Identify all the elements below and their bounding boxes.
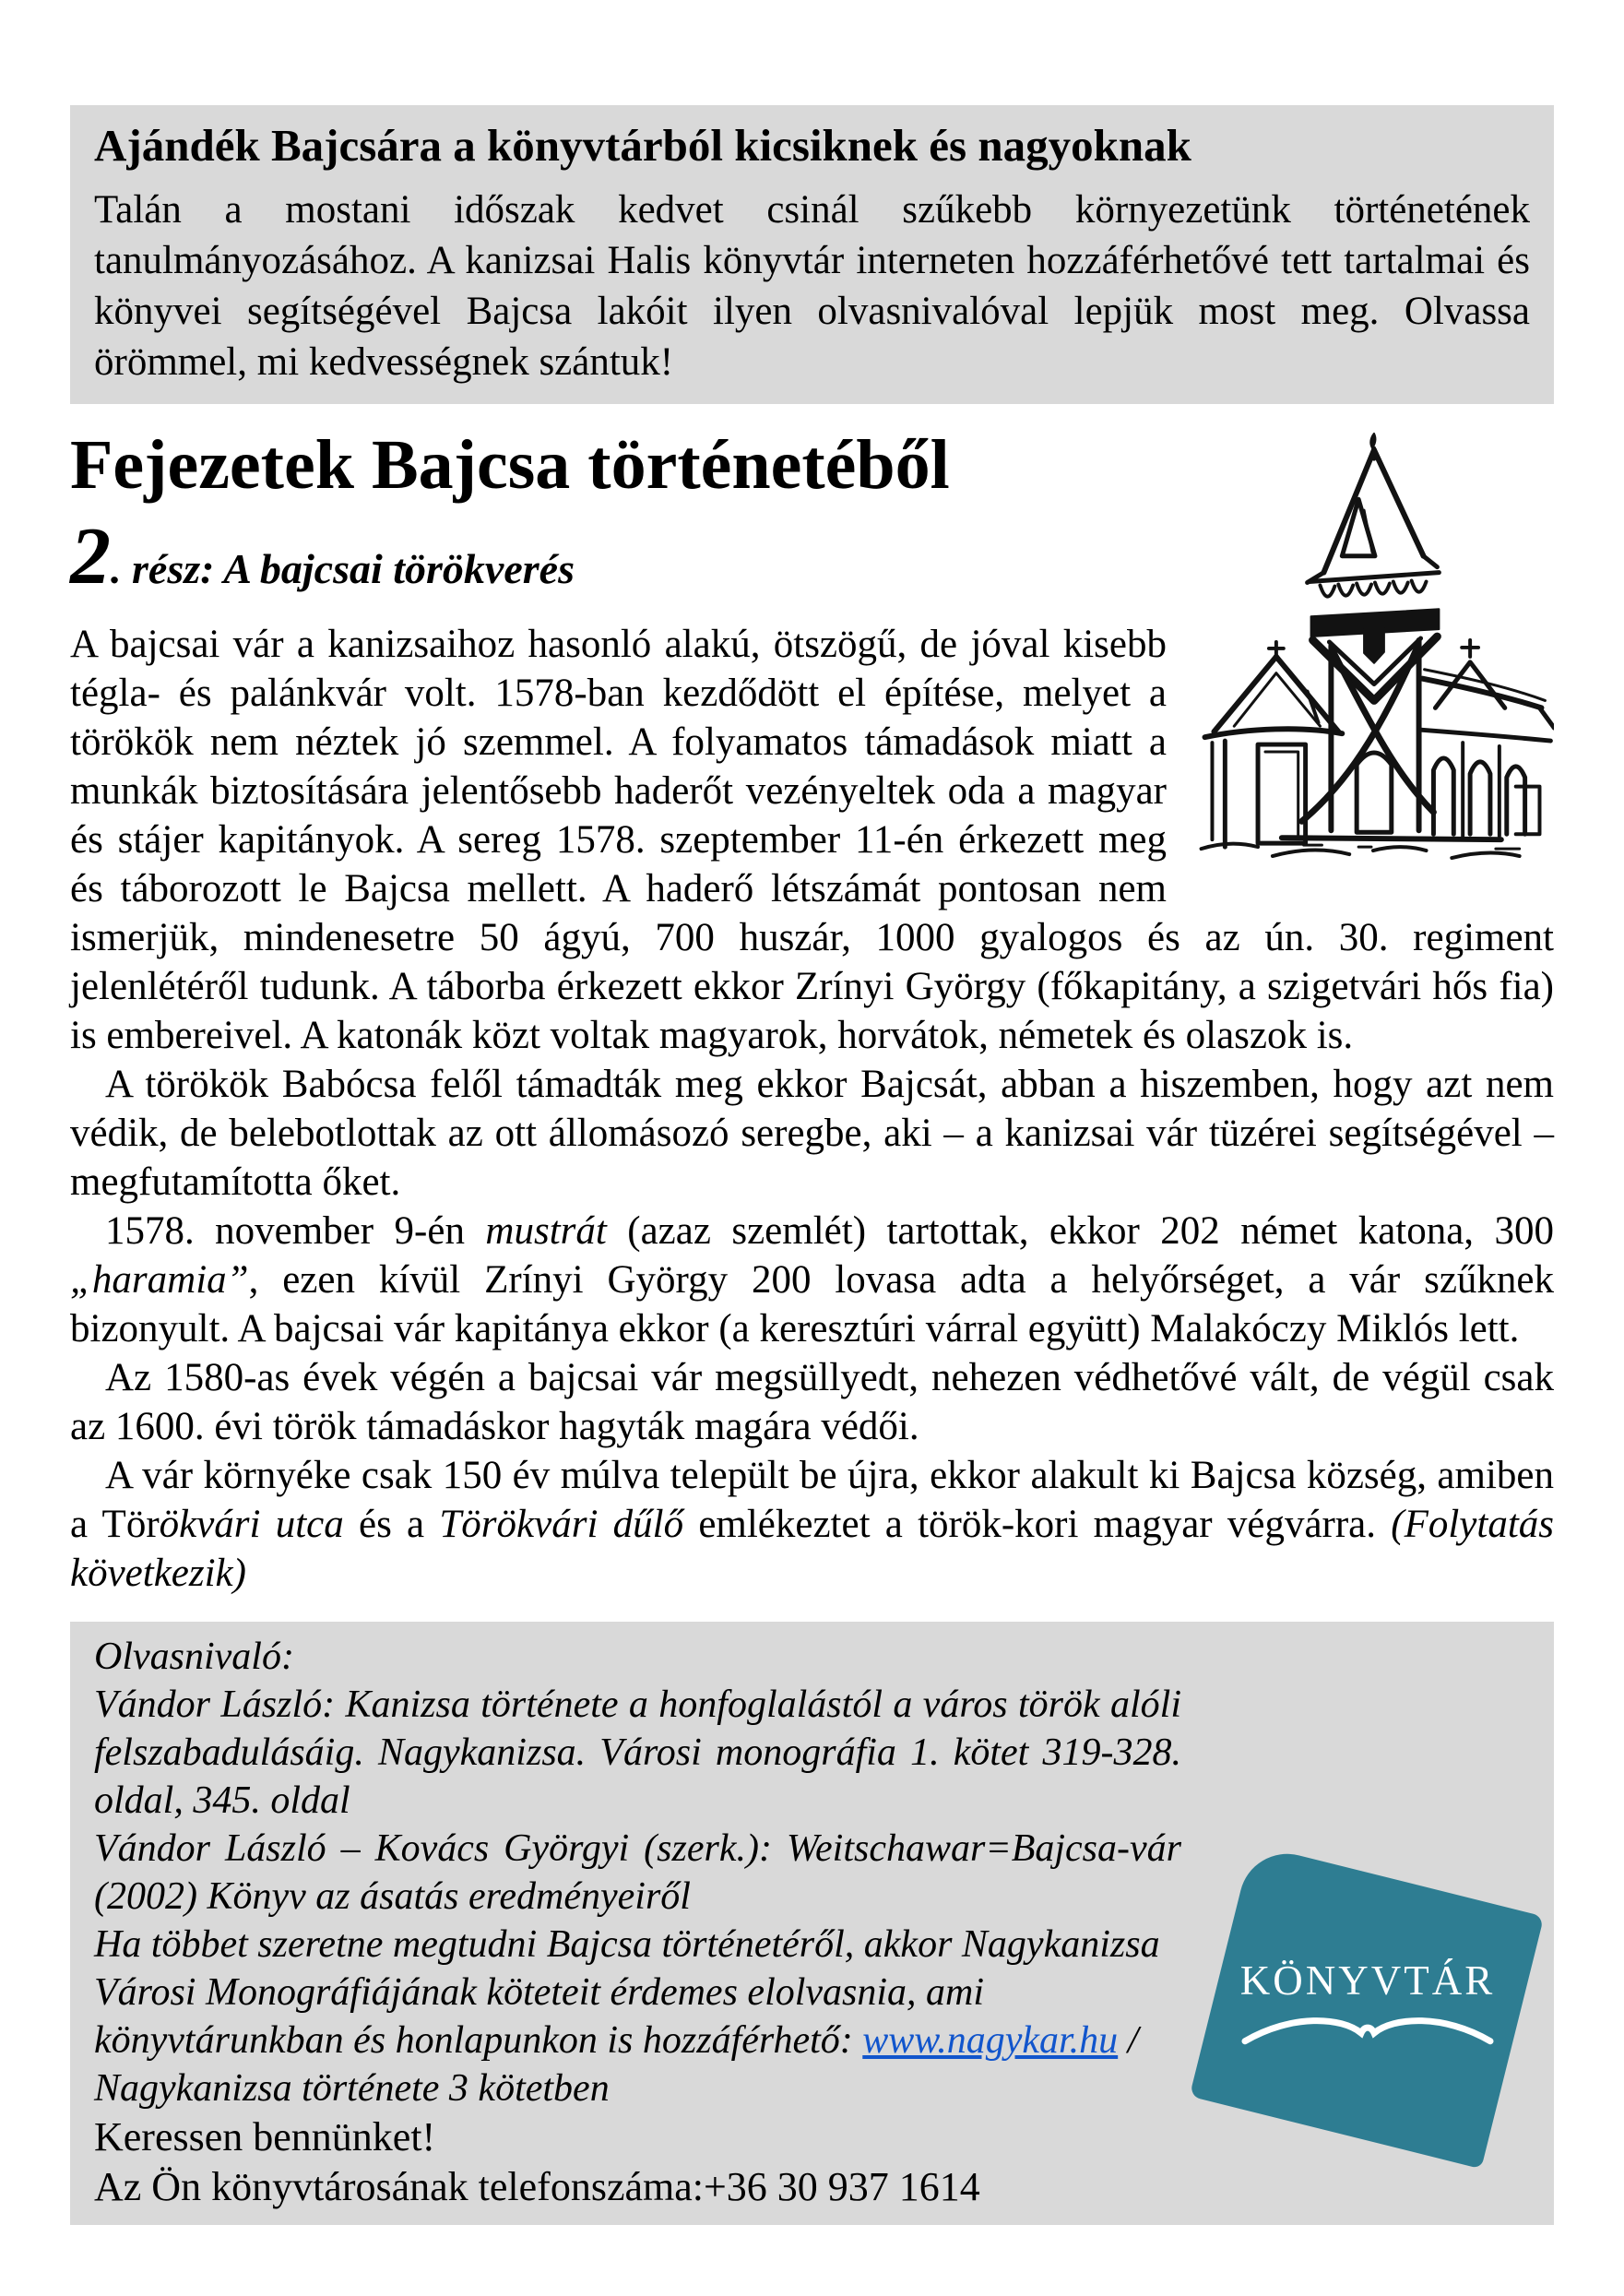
- text-run-italic: (Folytatás következik): [70, 1503, 1554, 1595]
- text-run: Ha többet szeretne megtudni Bajcsa történetéről, akkor Nagykanizsa Városi Monográfiájának köteteit érdemes elolvasnia, ami könyvtárunkban és honlapunkon is hozzáférhető:: [94, 1923, 1160, 2062]
- nagykar-link[interactable]: www.nagykar.hu: [862, 2019, 1119, 2062]
- text-run: 1578. november 9-én: [105, 1209, 486, 1253]
- text-run: és a: [343, 1503, 440, 1546]
- text-run-italic: Törökvári dűlő: [439, 1503, 684, 1546]
- library-logo: [1205, 1871, 1530, 2138]
- text-run: emlékeztet a török-kori magyar végvárra.: [683, 1503, 1392, 1546]
- reading-heading: Olvasnivaló:: [94, 1636, 294, 1678]
- contact-line: Keressen bennünket!: [94, 2114, 436, 2159]
- reading-box: [70, 1622, 1554, 2225]
- text-run-italic: ökvári utca: [159, 1503, 344, 1546]
- intro-text: Talán a mostani időszak kedvet csinál szűkebb környezetünk történetének tanulmányozásához. A kanizsai Halis könyvtár interneten hozzáférhetővé tett tartalmai és könyvei segítségével Bajcsa lakóit ilyen olvasnivalóval lepjük most meg. Olvassa örömmel, mi kedvességnek szántuk!: [94, 188, 1530, 384]
- paragraph: A törökök Babócsa felől támadták meg ekkor Bajcsát, abban a hiszemben, hogy azt nem védik, de belebotlottak az ott állomásozó seregbe, aki – a kanizsai vár tüzérei segítségével – megfutamította őket.: [70, 1063, 1554, 1204]
- text-run-italic: mustrát: [485, 1209, 607, 1253]
- reading-item: Vándor László: Kanizsa története a honfoglalástól a város török alóli felszabadulásáig. Nagykanizsa. Városi monográfia 1. kötet 319-328. oldal, 345. oldal: [94, 1683, 1181, 1822]
- intro-box: [70, 105, 1554, 404]
- article: [70, 426, 1554, 1598]
- paragraph: A bajcsai vár a kanizsaihoz hasonló alakú, ötszögű, de jóval kisebb tégla- és palánkvár volt. 1578-ban kezdődött el építése, melyet a törökök nem néztek jó szemmel. A folyamatos támadások miatt a munkák biztosítására jelentősebb haderőt vezényeltek oda a magyar és stájer kapitányok. A sereg 1578. szeptember 11-én érkezett meg és táborozott le Bajcsa mellett. A haderő létszámát pontosan nem ismerjük, mindenesetre 50 ágyú, 700 huszár, 1000 gyalogos és az ún. 30. regiment jelenlétéről tudunk. A táborba érkezett ekkor Zrínyi György (főkapitány, a szigetvári hős fia) is embereivel. A katonák közt voltak magyarok, horvátok, németek és olaszok is.: [70, 623, 1554, 1057]
- church-illustration: [1192, 421, 1554, 860]
- text-run: (azaz szemlét) tartottak, ekkor 202 német katona, 300: [606, 1209, 1554, 1253]
- paragraph: [70, 1207, 1554, 1353]
- intro-title: Ajándék Bajcsára a könyvtárból kicsiknek és nagyoknak: [94, 120, 1191, 171]
- paragraph: [70, 1451, 1554, 1598]
- part-title: . rész: A bajcsai törökverés: [111, 545, 575, 592]
- open-book-icon: [1236, 2001, 1500, 2052]
- contact-phone: Az Ön könyvtárosának telefonszáma:+36 30 937 1614: [94, 2164, 980, 2209]
- page-title: Fejezetek Bajcsa történetéből: [70, 426, 950, 504]
- church-line-drawing-icon: [1192, 421, 1554, 860]
- text-run: A vár környéke csak 150 év múlva települt be újra, ekkor alakult ki Bajcsa község, amiben a Tör: [70, 1454, 1554, 1546]
- text-run: , ezen kívül Zrínyi György 200 lovasa adta a helyőrséget, a vár szűknek bizonyult. A bajcsai vár kapitánya ekkor (a keresztúri várral együtt) Malakóczy Miklós lett.: [70, 1258, 1554, 1350]
- text-run: / Nagykanizsa története 3 kötetben: [94, 2019, 1139, 2110]
- reading-item: Vándor László – Kovács Györgyi (szerk.): Weitschawar=Bajcsa-vár (2002) Könyv az ásatás eredményeiről: [94, 1827, 1181, 1918]
- text-run-italic: „haramia”: [70, 1258, 249, 1302]
- part-number: 2: [70, 512, 111, 601]
- paragraph: Az 1580-as évek végén a bajcsai vár megsüllyedt, nehezen védhetővé vált, de végül csak az 1600. évi török támadáskor hagyták magára védői.: [70, 1356, 1554, 1448]
- logo-content: [1205, 1871, 1530, 2138]
- logo-wordmark: KÖNYVTÁR: [1239, 1957, 1496, 2004]
